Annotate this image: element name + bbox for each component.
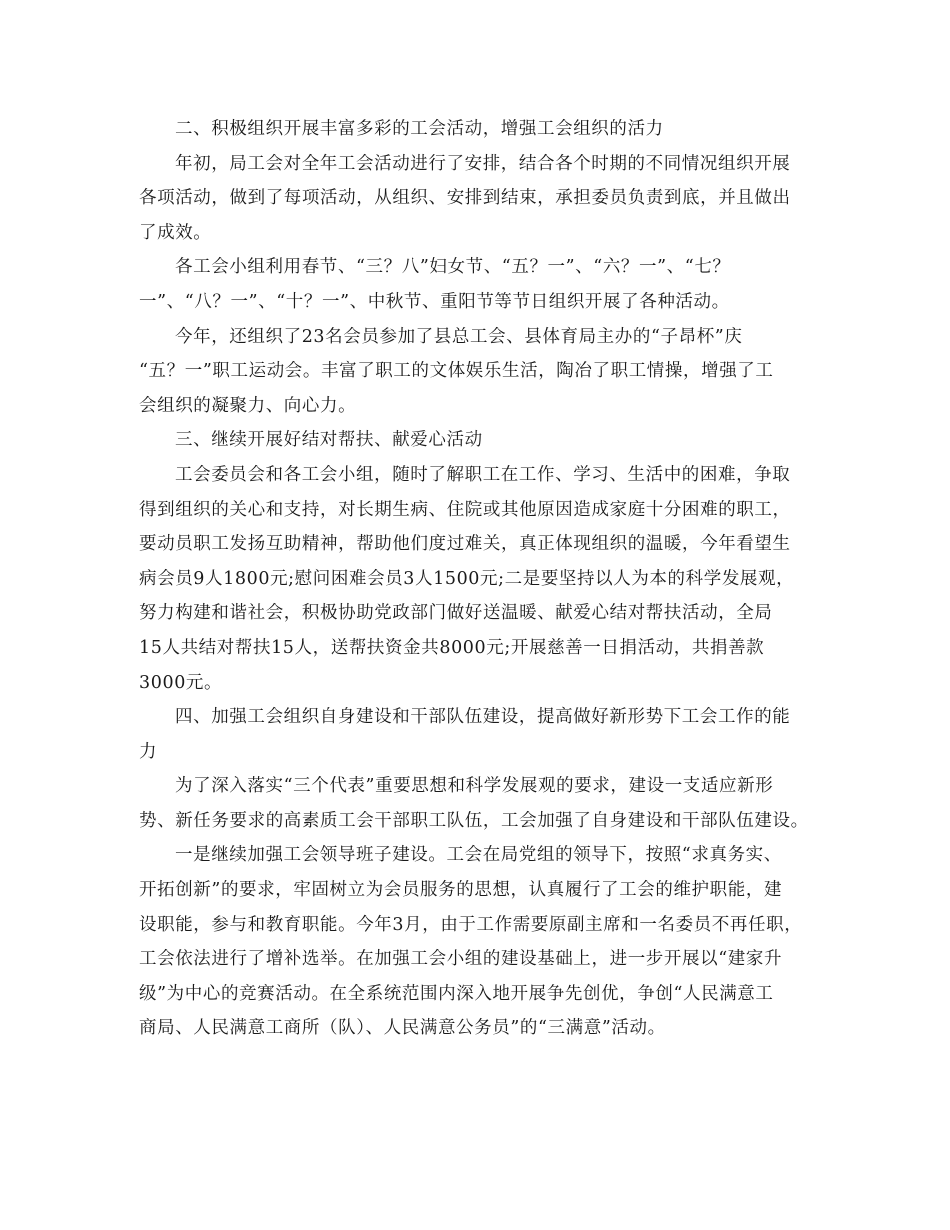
text-line: 一是继续加强工会领导班子建设。工会在局党组的领导下，按照“求真务实、	[175, 845, 782, 866]
text-line: 开拓创新”的要求，牢固树立为会员服务的思想，认真履行了工会的维护职能，建	[139, 880, 783, 901]
text-line: 二、积极组织开展丰富多彩的工会活动，增强工会组织的活力	[175, 119, 664, 139]
text-line: 各工会小组利用春节、“三？八”妇女节、“五？一”、“六？一”、“七？	[175, 257, 731, 278]
paragraph	[139, 700, 821, 769]
text-line: 病会员9人1800元;慰问困难会员3人1500元;二是要坚持以人为本的科学发展观，	[139, 568, 795, 589]
text-line: 会组织的凝聚力、向心力。	[139, 395, 357, 416]
paragraph	[139, 458, 821, 700]
text-line: 得到组织的关心和支持，对长期生病、住院或其他原因造成家庭十分困难的职工，	[139, 499, 791, 520]
text-line: 要动员职工发扬互助精神，帮助他们度过难关，真正体现组织的温暖，今年看望生	[139, 534, 791, 555]
paragraph	[139, 423, 821, 458]
text-line: 商局、人民满意工商所（队）、人民满意公务员”的“三满意”活动。	[139, 1018, 666, 1039]
text-line: 努力构建和谐社会，积极协助党政部门做好送温暖、献爱心结对帮扶活动，全局	[139, 603, 773, 624]
paragraph	[139, 112, 821, 147]
text-line: 工会委员会和各工会小组，随时了解职工在工作、学习、生活中的困难，争取	[175, 464, 791, 485]
text-line: 今年，还组织了23名会员参加了县总工会、县体育局主办的“子昂杯”庆	[175, 326, 743, 347]
text-line: 力	[139, 741, 158, 762]
paragraph	[139, 320, 821, 424]
document-body	[139, 112, 821, 1046]
text-line: 级”为中心的竞赛活动。在全系统范围内深入地开展争先创优，争创“人民满意工	[139, 983, 774, 1004]
text-line: 四、加强工会组织自身建设和干部队伍建设，提高做好新形势下工会工作的能	[175, 707, 791, 728]
paragraph	[139, 769, 821, 838]
text-line: 为了深入落实“三个代表”重要思想和科学发展观的要求，建设一支适应新形	[175, 776, 774, 797]
text-line: “五？一”职工运动会。丰富了职工的文体娱乐生活，陶冶了职工情操，增强了工	[139, 361, 774, 382]
text-line: 势、新任务要求的高素质工会干部职工队伍，工会加强了自身建设和干部队伍建设。	[139, 810, 809, 831]
text-line: 工会依法进行了增补选举。在加强工会小组的建设基础上，进一步开展以“建家升	[139, 949, 783, 970]
text-line: 了成效。	[139, 222, 212, 243]
text-line: 三、继续开展好结对帮扶、献爱心活动	[175, 430, 483, 451]
text-line: 各项活动，做到了每项活动，从组织、安排到结束，承担委员负责到底，并且做出	[139, 188, 791, 209]
text-line: 设职能，参与和教育职能。今年3月，由于工作需要原副主席和一名委员不再任职，	[139, 914, 803, 935]
paragraph	[139, 838, 821, 1046]
paragraph	[139, 250, 821, 319]
text-line: 15人共结对帮扶15人，送帮扶资金共8000元;开展慈善一日捐活动，共捐善款	[139, 637, 765, 658]
paragraph	[139, 147, 821, 251]
text-line: 年初，局工会对全年工会活动进行了安排，结合各个时期的不同情况组织开展	[175, 153, 791, 174]
text-line: 一”、“八？一”、“十？一”、中秋节、重阳节等节日组织开展了各种活动。	[139, 291, 730, 312]
text-line: 3000元。	[139, 672, 223, 693]
